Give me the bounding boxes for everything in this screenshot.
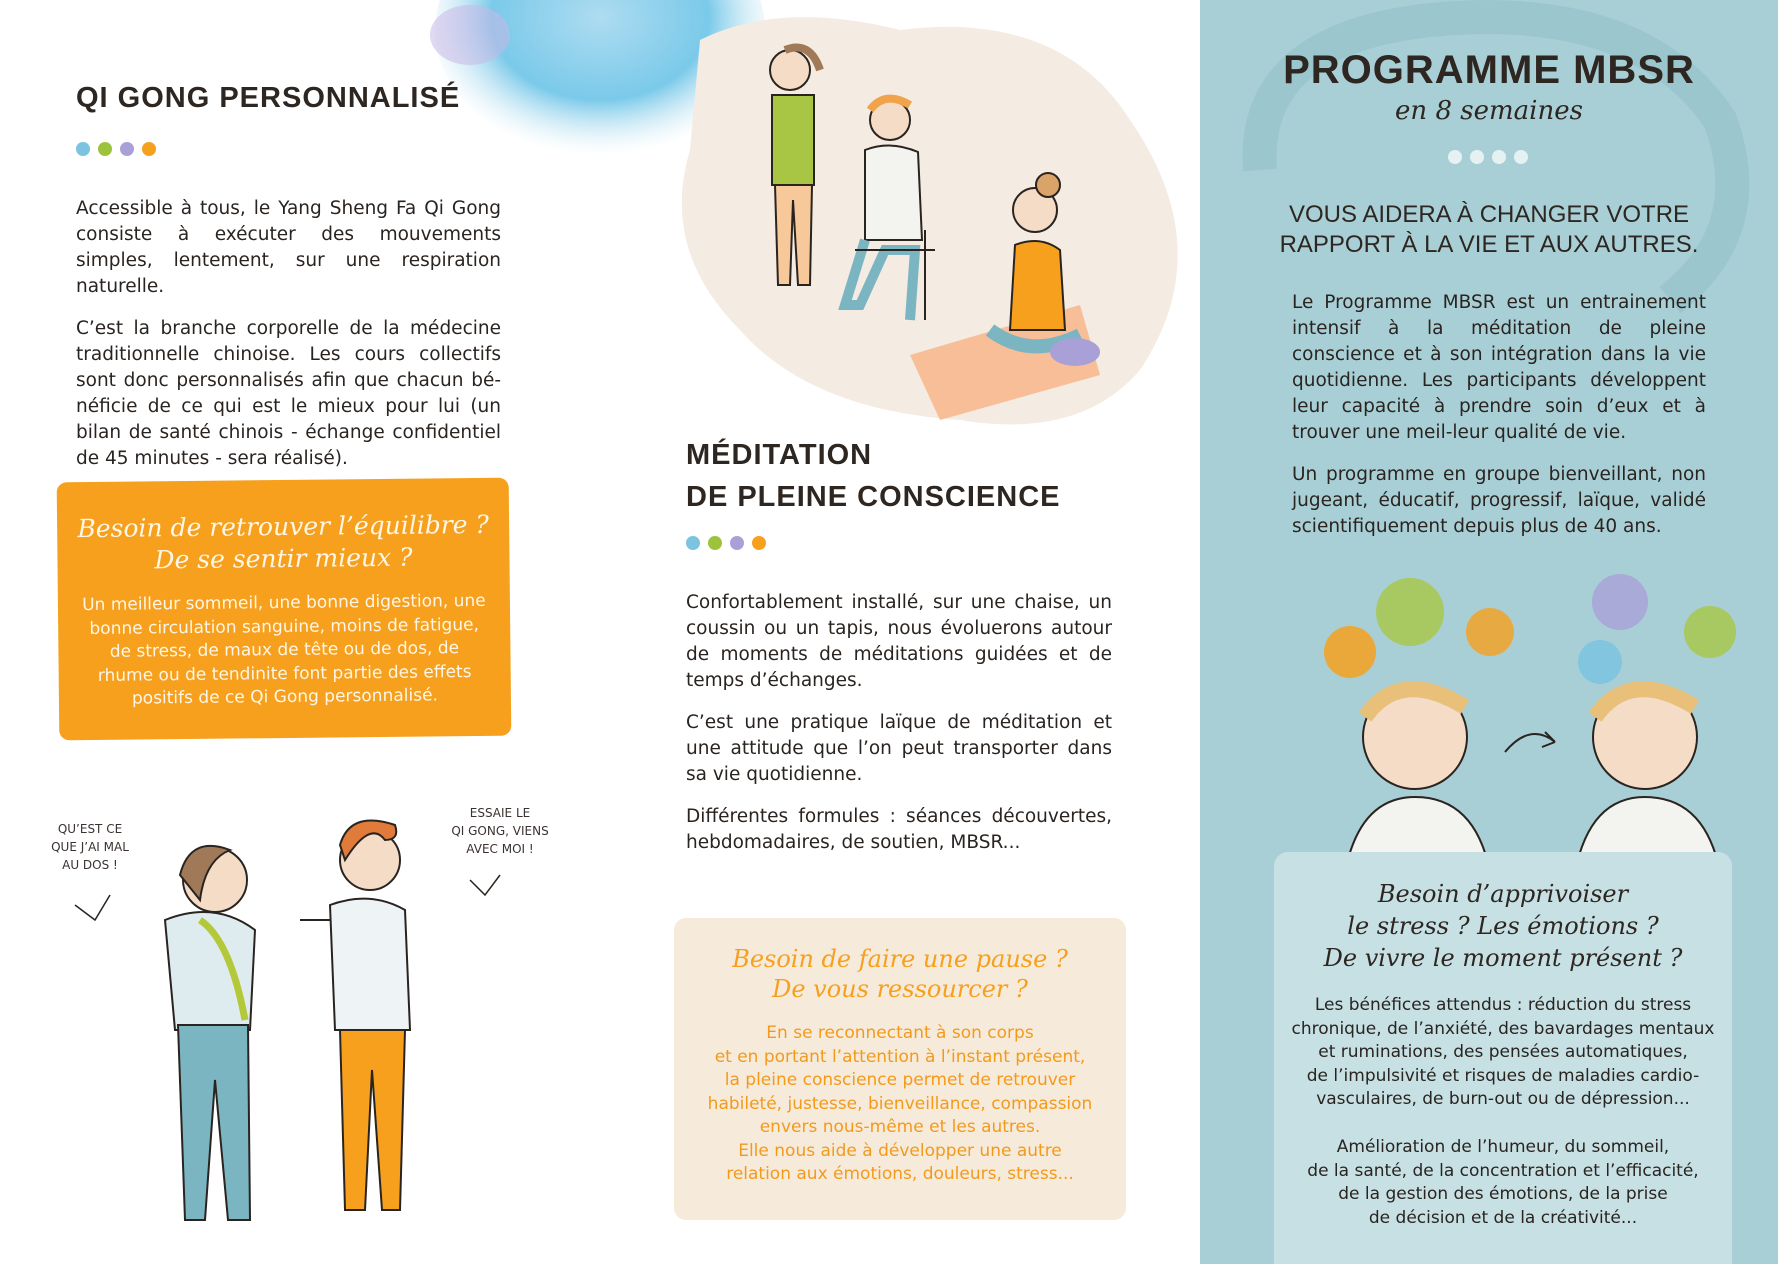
- bubble-line: AVEC MOI !: [466, 842, 534, 856]
- mbsr-highlight-box: [1274, 852, 1732, 1264]
- mbsr-box-title-2: le stress ? Les émotions ?: [1347, 912, 1659, 940]
- tagline-line-1: VOUS AIDERA À CHANGER VOTRE: [1288, 201, 1690, 228]
- mbsr-subtitle: en 8 semaines: [1395, 96, 1583, 126]
- box-line: envers nous-même et les autres.: [759, 1117, 1041, 1137]
- meditation-column: [600, 0, 1200, 1264]
- mbsr-illustration: [1290, 572, 1750, 872]
- decorative-dots: [76, 142, 156, 156]
- mbsr-box-body-2: [1280, 1136, 1726, 1230]
- box-line: En se reconnectant à son corps: [766, 1023, 1034, 1043]
- qigong-box-body: Un meilleur sommeil, une bonne digestion, une bonne circulation sanguine, moins de fatigue, de stress, de maux de tête ou de dos, de rhume ou de tendinite font partie des effets positifs de ce Qi Gong personnalisé.: [82, 590, 486, 709]
- meditation-text: [686, 590, 1112, 872]
- qigong-text: [76, 196, 501, 488]
- meditation-title: [686, 434, 1061, 518]
- qigong-column: [0, 0, 600, 1264]
- decorative-dots: [686, 536, 766, 550]
- qigong-title: QI GONG PERSONNALISÉ: [76, 82, 461, 114]
- bubble-line: AU DOS !: [62, 858, 118, 872]
- mbsr-title: PROGRAMME MBSR: [1283, 48, 1695, 92]
- mbsr-paragraph-2: Un programme en groupe bienveillant, non jugeant, éducatif, progressif, laïque, validé scientifiquement depuis plus de 40 ans.: [1292, 464, 1706, 537]
- box-line: de décision et de la créativité...: [1368, 1207, 1638, 1228]
- box-line: et en portant l’attention à l’instant présent,: [714, 1046, 1086, 1067]
- qigong-paragraph-2: C’est la branche corporelle de la médecine traditionnelle chinoise. Les cours collectifs sont donc personnalisés afin que chacun bé-néficie de ce qui est le mieux pour lui (un bilan de santé chinois - échange confidentiel de 45 minutes - sera réalisé).: [76, 318, 501, 469]
- mbsr-text: [1292, 290, 1706, 556]
- box-line: chronique, de l’anxiété, des bavardages mentaux: [1291, 1018, 1715, 1039]
- box-line: Amélioration de l’humeur, du sommeil,: [1336, 1137, 1670, 1157]
- box-line: relation aux émotions, douleurs, stress...: [726, 1164, 1074, 1184]
- bubble-line: QU’EST CE: [57, 822, 123, 836]
- dot-icon: [142, 142, 156, 156]
- dot-icon: [1470, 150, 1484, 164]
- meditation-paragraph-3: Différentes formules : séances découvertes, hebdomadaires, de soutien, MBSR...: [686, 806, 1112, 853]
- box-line: de la santé, de la concentration et l’efficacité,: [1307, 1160, 1699, 1181]
- bubble-line: QUE J’AI MAL: [51, 840, 129, 854]
- mbsr-box-title-1: Besoin d’apprivoiser: [1377, 880, 1629, 908]
- qigong-box-title-1: Besoin de retrouver l’équilibre ?: [77, 509, 490, 544]
- box-line: de l’impulsivité et risques de maladies cardio-: [1306, 1065, 1700, 1086]
- meditation-box-title-2: De vous ressourcer ?: [772, 975, 1028, 1003]
- qigong-paragraph-1: Accessible à tous, le Yang Sheng Fa Qi Gong consiste à exécuter des mouvements simples, lentement, sur une respiration naturelle.: [76, 198, 501, 297]
- dot-icon: [1492, 150, 1506, 164]
- decorative-dots: [1448, 150, 1528, 164]
- mbsr-box-title-3: De vivre le moment présent ?: [1323, 944, 1683, 972]
- dot-icon: [98, 142, 112, 156]
- box-line: et ruminations, des pensées automatiques,: [1318, 1042, 1688, 1062]
- meditation-illustration: [660, 0, 1200, 440]
- bubble-line: QI GONG, VIENS: [451, 824, 549, 838]
- meditation-paragraph-2: C’est une pratique laïque de méditation et une attitude que l’on peut transporter dans sa vie quotidienne.: [686, 712, 1112, 785]
- box-line: Les bénéfices attendus : réduction du stress: [1314, 995, 1692, 1015]
- mbsr-panel: [1200, 0, 1778, 1264]
- dot-icon: [752, 536, 766, 550]
- box-line: la pleine conscience permet de retrouver: [724, 1070, 1076, 1090]
- meditation-title-line-1: MÉDITATION: [686, 439, 873, 471]
- dot-icon: [686, 536, 700, 550]
- box-line: Elle nous aide à développer une autre: [738, 1140, 1062, 1161]
- mbsr-tagline: [1200, 200, 1778, 260]
- mbsr-box-body-1: [1280, 994, 1726, 1112]
- qigong-box-title-2: De se sentir mieux ?: [154, 542, 413, 575]
- box-line: habileté, justesse, bienveillance, compassion: [707, 1093, 1093, 1114]
- meditation-box-title-1: Besoin de faire une pause ?: [732, 945, 1068, 973]
- tagline-line-2: RAPPORT À LA VIE ET AUX AUTRES.: [1279, 231, 1699, 258]
- box-line: vasculaires, de burn-out ou de dépression...: [1316, 1089, 1690, 1109]
- dot-icon: [1448, 150, 1462, 164]
- speech-bubble-right: [440, 804, 560, 858]
- meditation-paragraph-1: Confortablement installé, sur une chaise, un coussin ou un tapis, nous évoluerons autour de moments de méditations guidées et de temps d’échanges.: [686, 592, 1112, 691]
- qigong-highlight-box: [57, 478, 512, 741]
- meditation-title-line-2: DE PLEINE CONSCIENCE: [686, 481, 1061, 513]
- mbsr-paragraph-1: Le Programme MBSR est un entrainement intensif à la méditation de pleine conscience et à son intégration dans la vie quotidienne. Les participants développent leur capacité à prendre soin d’eux et à trouver une meil-leur qualité de vie.: [1292, 292, 1706, 443]
- dot-icon: [76, 142, 90, 156]
- dot-icon: [120, 142, 134, 156]
- box-line: de la gestion des émotions, de la prise: [1338, 1184, 1668, 1204]
- dot-icon: [708, 536, 722, 550]
- meditation-box-body: [684, 1022, 1116, 1187]
- bubble-line: ESSAIE LE: [469, 806, 531, 820]
- dot-icon: [1514, 150, 1528, 164]
- meditation-highlight-box: [674, 918, 1126, 1220]
- dot-icon: [730, 536, 744, 550]
- speech-bubble-left: [40, 820, 140, 874]
